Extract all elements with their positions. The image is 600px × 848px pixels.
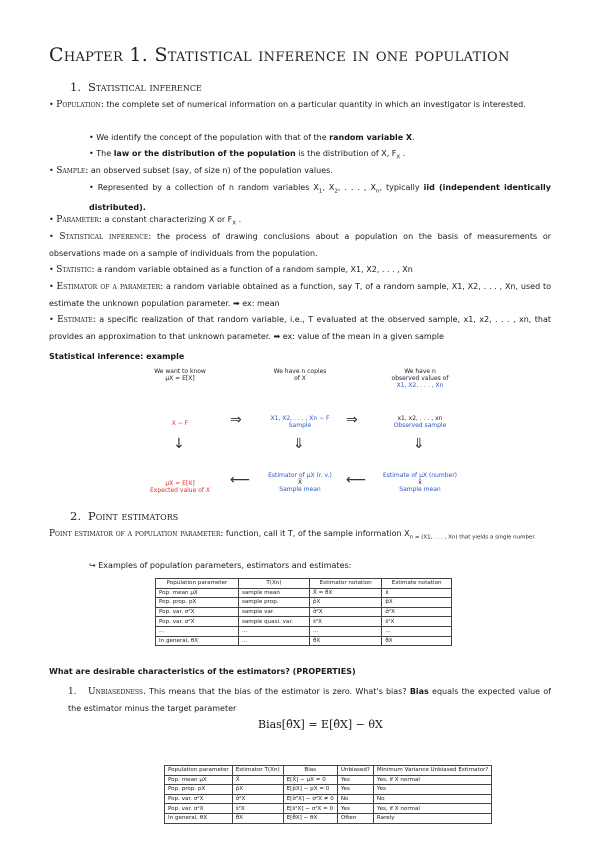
chapter-title: Chapter 1. Statistical inference in one population [49,44,510,66]
statistic-tail: 1, X2, . . . , Xn [356,265,413,274]
bold-iid: iid (independent identically distributed). [89,183,552,213]
table-header: Estimator T(Xn) [232,766,283,776]
section-title: Statistical inference [88,80,202,94]
item-text: equals the expected value of the estimator minus the target parameter [68,687,551,713]
table-header: Bias [283,766,337,776]
section-title: Point estimators [88,509,179,523]
statistic-definition: • Statistic: a random variable obtained as a function of a random sample, X1, X2, . . . , Xn [49,265,413,275]
estimator-definition: • Estimator of a parameter: a random variable obtained as a function, say T, of a random sample, X1, X2, . . . , Xn, used to estimate the unknown population parameter. ➡ ex: mean [49,282,552,308]
term-statistical-inference: Statistical inference: [59,232,152,242]
item-number: 1. [68,687,77,697]
bullet-text: . [400,149,406,158]
bullet-text: , typically [379,183,424,192]
statistical-inference-definition: • Statistical inference: the process of drawing conclusions about a population on the basis of measurements or observations made on a sample of individuals from the population. [49,232,551,258]
bullet-text: • We identify the concept of the population with that of the [89,133,330,142]
sample-definition: • Sample: an observed subset (say, of size n) of the population values. [49,166,333,176]
table-header: Minimum Variance Unbiased Estimator? [373,766,491,776]
bullet-text: • The [89,149,114,158]
subscript: X [396,154,401,161]
diagram-bot-2: Estimator of μX (r. v.) X̄ Sample mean [268,472,332,493]
estimate-text: a specific realization of that random variable, i.e., T evaluated at the observed sample, x1, x2, . . . , xn, that provides an approximation to that unknown parameter. ➡ ex: value of the mean in a given sample [49,315,551,341]
unbiasedness-table [164,765,492,824]
section-heading-statistical-inference [70,80,202,94]
estimators-table [155,578,452,646]
term-population: Population: [56,100,104,110]
point-estimator-definition [49,526,551,546]
statistical-inference-text: the process of drawing conclusions about a population on the basis of measurements or observations made on a sample of individuals from the population. [49,232,551,258]
parameter-definition: • Parameter: a constant characterizing X or $F_X$ . [49,215,242,227]
term-unbiasedness: Unbiasedness. [88,687,146,697]
term-estimate: Estimate: [57,315,96,325]
estimate-definition: • Estimate: a specific realization of that random variable, i.e., T evaluated at the observed sample, x1, x2, . . . , xn, that provides an approximation to that unknown parameter. ➡ ex: value of the mean in a given sample [49,315,551,341]
table-row: ... ... ... ... [156,626,452,636]
bold-law-distribution: law or the distribution of the population [113,149,296,158]
table-header: Population parameter [165,766,233,776]
sample-text: an observed subset (say, of size n) of the population values. [88,166,333,175]
diagram-mid-2: X1, X2, . . . , Xn ∼ F Sample [270,415,330,429]
examples-label: ↪ Examples of population parameters, estimators and estimates: [89,561,352,570]
arrow-down-icon: ↓ [173,436,185,452]
population-bullet-1 [89,130,551,146]
table-header: Estimator notation [309,579,381,589]
section-heading-point-estimators [70,509,178,523]
definition-text: function, call it T, of the sample information X [223,529,410,538]
unbiasedness-item [68,684,551,717]
estimator-text: a random variable obtained as a function, say T, of a random sample, X1, X2, . . . , Xn, used to estimate the unknown population parameter. ➡ ex: mean [49,282,552,308]
arrow-right-icon: ⇒ [346,412,358,428]
term-point-estimator: Point estimator of a population parameter: [49,529,224,539]
diagram-bot-3: Estimate of μX (number) x̄ Sample mean [382,472,458,493]
sample-bullet-1: • Represented by a collection of n random variables $X_1$, $X_2$, . . . , $X_n$, typically iid (independent identically distributed). [89,183,552,213]
properties-question: What are desirable characteristics of the estimators? (PROPERTIES) [49,667,356,676]
table-header: Estimate notation [382,579,452,589]
table-row: Pop. prop. pX p̂X E[p̂X] − pX = 0 Yes Yes [165,785,492,795]
diagram-top-3: We have n observed values of X1, X2, . . . , Xn [391,368,449,389]
table-row: Pop. var. σ²X σ̂²X E[σ̂²X] − σ²X ≠ 0 No No [165,794,492,804]
population-text: the complete set of numerical information on a particular quantity in which an investigator is interested. [103,100,526,109]
table-row: Pop. var. σ²X ŝ²X E[ŝ²X] − σ²X = 0 Yes Yes, if X normal [165,804,492,814]
table-row: Pop. prop. pX sample prop. p̂X p̂X [156,598,452,608]
arrow-left-icon: ⟵ [230,472,251,488]
section-number: 1. [70,80,81,94]
diagram-mid-1: X ∼ F [171,420,189,427]
table-row: Pop. var. σ²X sample quasi. var. ŝ²X ŝ²X [156,617,452,627]
table-row: Pop. mean μX sample mean X̄ = θ̂X x̄ [156,588,452,598]
bullet-text: . [412,133,415,142]
table-row: Pop. var. σ²X sample var. σ̂²X σ̂²X [156,607,452,617]
bullet-text: • Represented by a collection of n random variables X [89,183,319,192]
diagram-top-2: We have n copies of X [273,368,327,382]
table-row: In general, θX ... θ̂X θ̂X [156,636,452,646]
table-header: Population parameter [156,579,239,589]
bold-random-variable: random variable X [329,133,413,142]
arrow-down-icon: ⇓ [293,436,305,452]
bullet-text: is the distribution of X, F [295,149,397,158]
term-parameter: Parameter: [56,215,102,225]
diagram-mid-3: x1, x2, . . . , xn Observed sample [393,415,447,429]
term-estimator: Estimator of a parameter: [56,282,164,292]
statistic-text: a random variable obtained as a function of a random sample, X [94,265,357,274]
example-label: Statistical inference: example [49,352,185,361]
arrow-down-icon: ⇓ [413,436,425,452]
bias-formula: Bias[θ̂X] = E[θ̂X] − θX [258,718,383,731]
bold-bias: Bias [409,687,429,696]
table-header: T(Xn) [238,579,309,589]
arrow-right-icon: ⇒ [230,412,242,428]
term-statistic: Statistic: [56,265,95,275]
inference-diagram [130,368,470,498]
population-definition: • Population: the complete set of numerical information on a particular quantity in which an investigator is interested. [49,100,526,110]
diagram-bot-1: μX = E[X] Expected value of X [150,480,210,494]
parameter-text: a constant characterizing X or F [101,215,233,224]
parameter-end: . [236,215,242,224]
subscript: X [232,220,237,227]
diagram-top-1: We want to know μX = E[X] [154,368,206,382]
section-number: 2. [70,509,81,523]
arrow-left-icon: ⟵ [346,472,367,488]
table-row: In general, θX θ̂X E[θ̂X] − θX Often Rarely [165,813,492,823]
table-row: Pop. mean μX X̄ E[X̄] − μX = 0 Yes Yes, if X normal [165,775,492,785]
table-header: Unbiased? [337,766,373,776]
item-text: This means that the bias of the estimator is zero. What's bias? [145,687,410,696]
term-sample: Sample: [56,166,89,176]
definition-tail: n = (X1, . . . , Xn) that yields a single number. [409,534,536,541]
